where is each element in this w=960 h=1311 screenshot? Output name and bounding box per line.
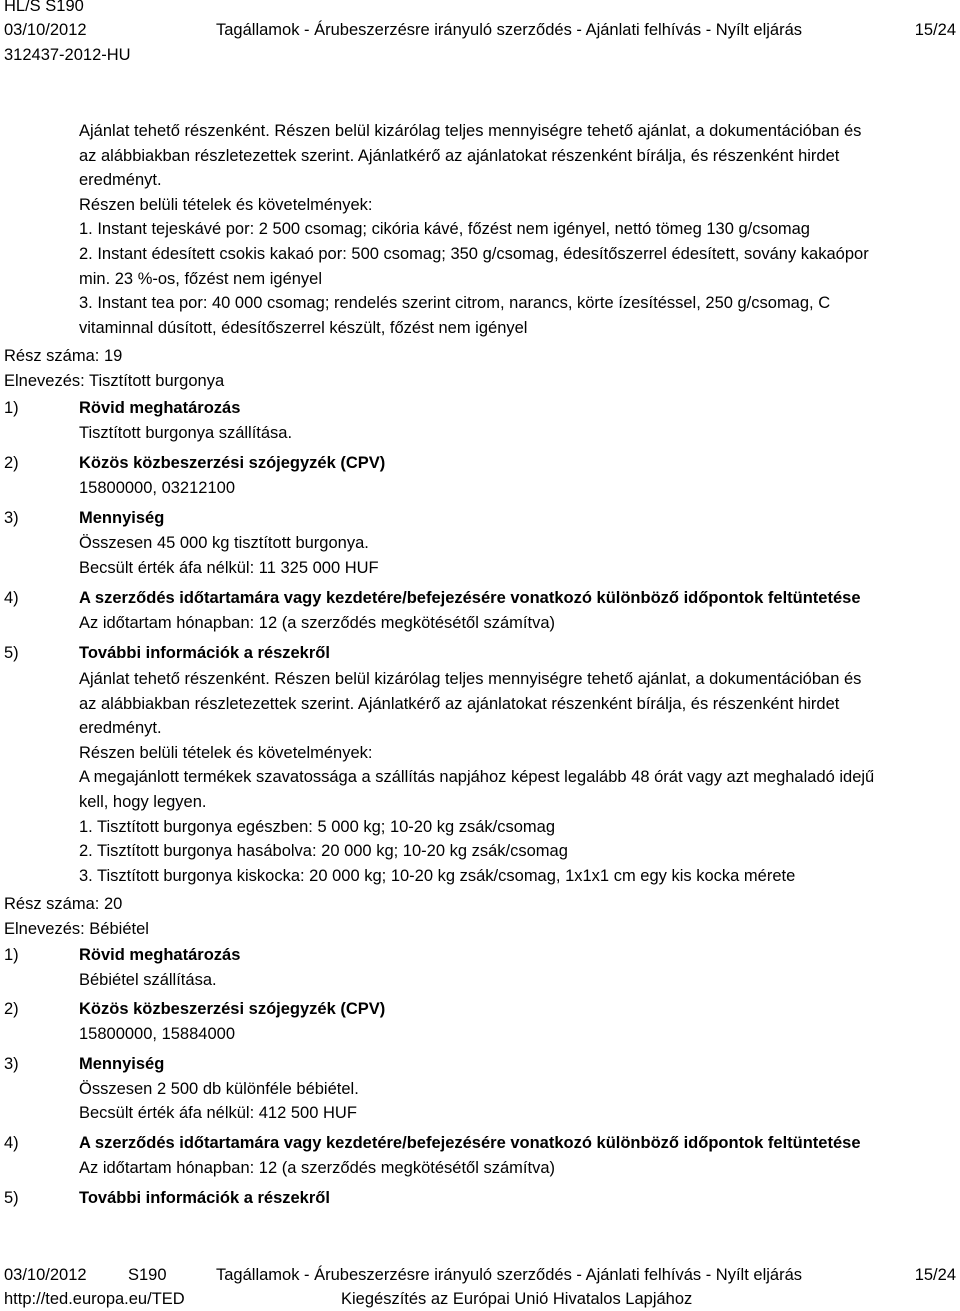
section-heading: Mennyiség: [79, 509, 165, 527]
section-heading: További információk a részekről: [79, 1189, 330, 1207]
info-line: Ajánlat tehető részenként. Részen belül kizárólag teljes mennyiségre tehető ajánlat, a dokumentációban és: [79, 670, 862, 688]
intro-line: 2. Instant édesített csokis kakaó por: 500 csomag; 350 g/csomag, édesítőszerrel édesített, sovány kakaópor: [79, 244, 869, 263]
section-number: 4): [4, 1134, 19, 1152]
footer-page-number: 15/24: [914, 1266, 956, 1284]
header-page-number: 15/24: [914, 21, 956, 39]
intro-line: Ajánlat tehető részenként. Részen belül kizárólag teljes mennyiségre tehető ajánlat, a dokumentációban és: [79, 122, 862, 140]
estimated-value: Becsült érték áfa nélkül: 11 325 000 HUF: [79, 559, 379, 577]
quantity-text: Összesen 2 500 db különféle bébiétel.: [79, 1080, 359, 1098]
quantity-text: Összesen 45 000 kg tisztított burgonya.: [79, 534, 369, 552]
info-line: kell, hogy legyen.: [79, 792, 207, 811]
info-line: 3. Tisztított burgonya kiskocka: 20 000 kg; 10-20 kg zsák/csomag, 1x1x1 cm egy kis kocka mérete: [79, 866, 796, 885]
info-line: az alábbiakban részletezettek szerint. Ajánlatkérő az ajánlatokat részenként bírálja, és részenként hirdet: [79, 694, 840, 713]
intro-line: 1. Instant tejeskávé por: 2 500 csomag; cikória kávé, főzést nem igényel, nettó tömeg 130 g/csomag: [79, 220, 810, 239]
footer-title: Tagállamok - Árubeszerzésre irányuló szerződés - Ajánlati felhívás - Nyílt eljárás: [216, 1266, 802, 1284]
section-heading: Rövid meghatározás: [79, 946, 241, 964]
section-heading: Közös közbeszerzési szójegyzék (CPV): [79, 1000, 386, 1018]
estimated-value: Becsült érték áfa nélkül: 412 500 HUF: [79, 1104, 357, 1122]
header-series: HL/S S190: [4, 0, 84, 15]
part-name: Elnevezés: Bébiétel: [4, 920, 149, 938]
footer-supplement: Kiegészítés az Európai Unió Hivatalos Lapjához: [341, 1290, 693, 1308]
info-line: Részen belüli tételek és követelmények:: [79, 743, 373, 762]
section-heading: További információk a részekről: [79, 644, 330, 662]
section-text: Bébiétel szállítása.: [79, 971, 217, 989]
section-heading: Rövid meghatározás: [79, 399, 241, 417]
info-line: A megajánlott termékek szavatossága a szállítás napjához képest legalább 48 órát vagy azt meghaladó idejű: [79, 768, 875, 787]
intro-line: Részen belüli tételek és követelmények:: [79, 195, 373, 214]
section-heading: Mennyiség: [79, 1055, 165, 1073]
info-line: eredményt.: [79, 719, 162, 738]
header-title: Tagállamok - Árubeszerzésre irányuló szerződés - Ajánlati felhívás - Nyílt eljárás: [216, 21, 802, 39]
section-number: 5): [4, 1189, 19, 1207]
intro-line: 3. Instant tea por: 40 000 csomag; rendelés szerint citrom, narancs, körte ízesítéssel, 250 g/csomag, C: [79, 294, 831, 313]
section-heading: A szerződés időtartamára vagy kezdetére/befejezésére vonatkozó különböző időpontok feltüntetése: [79, 589, 861, 607]
header-reference: 312437-2012-HU: [4, 46, 131, 64]
section-number: 3): [4, 509, 19, 527]
header-date: 03/10/2012: [4, 21, 87, 39]
section-number: 5): [4, 644, 19, 662]
additional-info-block: [79, 667, 939, 888]
intro-line: eredményt.: [79, 171, 162, 190]
intro-line: min. 23 %-os, főzést nem igényel: [79, 269, 323, 288]
footer-url-link[interactable]: http://ted.europa.eu/TED: [4, 1290, 185, 1308]
part-number: Rész száma: 19: [4, 347, 123, 365]
section-number: 4): [4, 589, 19, 607]
part-name: Elnevezés: Tisztított burgonya: [4, 372, 225, 390]
info-line: 1. Tisztított burgonya egészben: 5 000 kg; 10-20 kg zsák/csomag: [79, 817, 556, 836]
cpv-codes: 15800000, 15884000: [79, 1025, 235, 1043]
intro-line: vitaminnal dúsított, édesítőszerrel készült, főzést nem igényel: [79, 318, 528, 337]
section-heading: Közös közbeszerzési szójegyzék (CPV): [79, 454, 386, 472]
duration-text: Az időtartam hónapban: 12 (a szerződés megkötésétől számítva): [79, 614, 555, 632]
section-text: Tisztított burgonya szállítása.: [79, 424, 293, 442]
part-number: Rész száma: 20: [4, 895, 123, 913]
section-number: 1): [4, 946, 19, 964]
footer-date: 03/10/2012: [4, 1266, 87, 1284]
footer-series: S190: [128, 1266, 167, 1284]
cpv-codes: 15800000, 03212100: [79, 479, 235, 497]
section-number: 3): [4, 1055, 19, 1073]
intro-text-block: [79, 119, 939, 340]
section-number: 1): [4, 399, 19, 417]
section-number: 2): [4, 454, 19, 472]
section-heading: A szerződés időtartamára vagy kezdetére/befejezésére vonatkozó különböző időpontok feltüntetése: [79, 1134, 861, 1152]
section-number: 2): [4, 1000, 19, 1018]
duration-text: Az időtartam hónapban: 12 (a szerződés megkötésétől számítva): [79, 1159, 555, 1177]
intro-line: az alábbiakban részletezettek szerint. Ajánlatkérő az ajánlatokat részenként bírálja, és részenként hirdet: [79, 146, 840, 165]
info-line: 2. Tisztított burgonya hasábolva: 20 000 kg; 10-20 kg zsák/csomag: [79, 842, 568, 861]
